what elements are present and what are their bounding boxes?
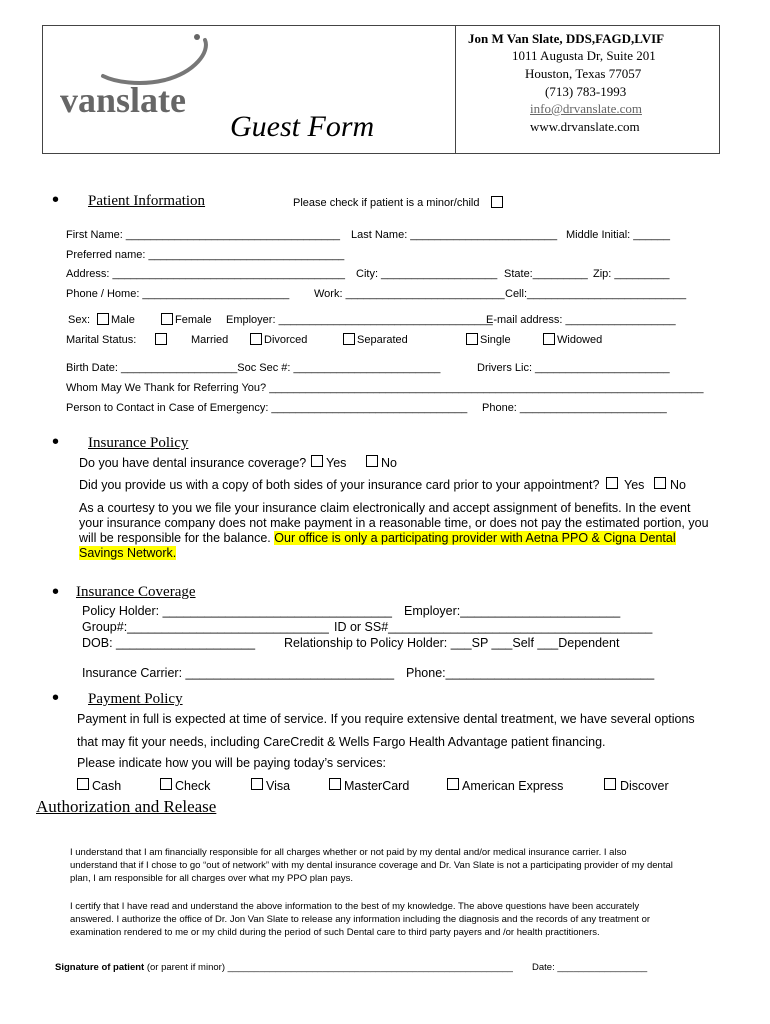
signature-line[interactable]	[55, 962, 513, 973]
auth-p1-line-2: understand that if I chose to go “out of network” with my dental insurance coverage and Dr. Van Slate is not a participating provider of my dental	[70, 860, 673, 871]
female-label: Female	[175, 314, 212, 326]
sex-label: Sex:	[68, 314, 91, 326]
emergency-contact-field[interactable]: Person to Contact in Case of Emergency: ________________________________	[66, 402, 468, 414]
cash-label: Cash	[92, 779, 122, 793]
married-label: Married	[191, 334, 229, 346]
divorced-label: Divorced	[264, 334, 308, 346]
city-field[interactable]: City: ___________________	[356, 268, 498, 280]
signature-field[interactable]: (or parent if minor) ______________________________________________________	[146, 962, 513, 973]
coverage-yes-label: Yes	[326, 456, 347, 470]
bullet: •	[52, 189, 60, 211]
visa-label: Visa	[266, 779, 291, 793]
female-checkbox[interactable]	[161, 313, 173, 325]
payment-text-line-2: that may fit your needs, including CareCredit & Wells Fargo Health Advantage patient financing.	[77, 735, 606, 749]
practice-name: Jon M Van Slate, DDS,FAGD,LVIF	[468, 31, 665, 46]
patient-heading: Patient Information	[88, 193, 206, 209]
state-field[interactable]: State:_________	[504, 268, 588, 280]
courtesy-text-line-4	[79, 546, 176, 560]
dental-coverage-question: Do you have dental insurance coverage?	[79, 456, 307, 470]
carrier-phone-field[interactable]: Phone:______________________________	[406, 666, 655, 680]
preferred-name-field[interactable]: Preferred name: ________________________________	[66, 249, 345, 261]
insurance-coverage-heading: Insurance Coverage	[76, 584, 196, 600]
marital-status-label: Marital Status:	[66, 334, 137, 346]
signature-date-field[interactable]: Date: _________________	[532, 962, 648, 973]
authorization-paragraph-1	[70, 846, 673, 885]
email-link[interactable]: info@drvanslate.com	[530, 101, 642, 116]
auth-p2-line-2: answered. I authorize the office of Dr. Jon Van Slate to release any information including the diagnosis and the records of any treatment or	[70, 914, 651, 925]
logo-text: vanslate	[60, 80, 186, 120]
minor-checkbox[interactable]	[491, 196, 503, 208]
header-divider	[455, 25, 456, 153]
holder-dob-field[interactable]: DOB: ____________________	[82, 636, 256, 650]
widowed-label: Widowed	[557, 334, 603, 346]
middle-initial-field[interactable]: Middle Initial: ______	[566, 229, 670, 241]
phone-number: (713) 783-1993	[545, 84, 627, 99]
mastercard-checkbox[interactable]	[329, 778, 341, 790]
minor-check-label: Please check if patient is a minor/child	[293, 197, 480, 209]
website: www.drvanslate.com	[530, 119, 640, 134]
american-express-label: American Express	[462, 779, 564, 793]
check-label: Check	[175, 779, 211, 793]
email-address-field[interactable]: E-mail address: __________________	[486, 314, 676, 326]
signature-label: Signature of patient	[55, 962, 145, 973]
work-phone-field[interactable]: Work: __________________________	[314, 288, 505, 300]
zip-field[interactable]: Zip: _________	[593, 268, 670, 280]
participating-provider-highlight-cont: Savings Network.	[79, 546, 177, 560]
card-no-checkbox[interactable]	[654, 477, 666, 489]
address-line-1: 1011 Augusta Dr, Suite 201	[512, 48, 656, 63]
insurance-card-question: Did you provide us with a copy of both sides of your insurance card prior to your appointment?	[79, 478, 600, 492]
coverage-no-label: No	[381, 456, 397, 470]
check-checkbox[interactable]	[160, 778, 172, 790]
mastercard-label: MasterCard	[344, 779, 410, 793]
discover-checkbox[interactable]	[604, 778, 616, 790]
courtesy-text-line-3	[79, 531, 676, 545]
male-label: Male	[111, 314, 135, 326]
last-name-field[interactable]: Last Name: ________________________	[351, 229, 558, 241]
cash-checkbox[interactable]	[77, 778, 89, 790]
address-line-2: Houston, Texas 77057	[525, 66, 642, 81]
coverage-yes-checkbox[interactable]	[311, 455, 323, 467]
auth-p2-line-1: I certify that I have read and understand the above information to the best of my knowledge. The above questions have been accurately	[70, 901, 640, 912]
first-name-field[interactable]: First Name: ___________________________________	[66, 229, 341, 241]
payment-text-line-1: Payment in full is expected at time of service. If you require extensive dental treatment, we have several options	[77, 712, 695, 726]
male-checkbox[interactable]	[97, 313, 109, 325]
card-yes-label: Yes	[624, 478, 645, 492]
address-field[interactable]: Address: ______________________________________	[66, 268, 345, 280]
separated-checkbox[interactable]	[343, 333, 355, 345]
bullet: •	[52, 431, 60, 453]
payment-policy-heading: Payment Policy	[88, 691, 183, 707]
visa-checkbox[interactable]	[251, 778, 263, 790]
participating-provider-highlight: Our office is only a participating provider with Aetna PPO & Cigna Dental	[274, 531, 676, 545]
bullet: •	[52, 581, 60, 603]
policy-holder-field[interactable]: Policy Holder: _________________________________	[82, 604, 392, 618]
referral-field[interactable]: Whom May We Thank for Referring You? _______________________________________________________________________	[66, 382, 704, 394]
home-phone-field[interactable]: Phone / Home: ________________________	[66, 288, 290, 300]
card-yes-checkbox[interactable]	[606, 477, 618, 489]
courtesy-text-line-1: As a courtesy to you we file your insurance claim electronically and accept assignment of benefits. In the event	[79, 501, 691, 515]
auth-p2-line-3: examination rendered to me or my child during the period of such Dental care to third party payers and /or health practitioners.	[70, 927, 600, 938]
card-no-label: No	[670, 478, 686, 492]
holder-employer-field[interactable]: Employer:_______________________	[404, 604, 621, 618]
birth-ssn-field[interactable]: Birth Date: ___________________Soc Sec #: ________________________	[66, 362, 441, 374]
courtesy-text-balance: will be responsible for the balance.	[79, 531, 271, 545]
id-ssn-field[interactable]: ID or SS#______________________________________	[334, 620, 653, 634]
emergency-phone-field[interactable]: Phone: ________________________	[482, 402, 667, 414]
payment-text-line-3: Please indicate how you will be paying today’s services:	[77, 756, 386, 770]
cell-phone-field[interactable]: Cell:__________________________	[505, 288, 687, 300]
drivers-license-field[interactable]: Drivers Lic: ______________________	[477, 362, 670, 374]
discover-label: Discover	[620, 779, 669, 793]
logo	[55, 32, 215, 132]
bullet: •	[52, 687, 60, 709]
relationship-field[interactable]: Relationship to Policy Holder: ___SP ___Self ___Dependent	[284, 636, 620, 650]
employer-field[interactable]: Employer: ___________________________________	[226, 314, 493, 326]
separated-label: Separated	[357, 334, 408, 346]
form-title: Guest Form	[230, 110, 375, 143]
authorization-paragraph-2	[70, 900, 650, 939]
courtesy-text-line-2: your insurance company does not make payment in a reasonable time, or does not pay the estimated portion, you	[79, 516, 709, 530]
married-checkbox[interactable]	[155, 333, 167, 345]
group-number-field[interactable]: Group#:_____________________________	[82, 620, 329, 634]
divorced-checkbox[interactable]	[250, 333, 262, 345]
auth-p1-line-3: plan, I am responsible for all charges over what my PPO plan pays.	[70, 873, 354, 884]
american-express-checkbox[interactable]	[447, 778, 459, 790]
insurance-policy-heading: Insurance Policy	[88, 435, 189, 451]
single-checkbox[interactable]	[466, 333, 478, 345]
widowed-checkbox[interactable]	[543, 333, 555, 345]
insurance-carrier-field[interactable]: Insurance Carrier: ______________________________	[82, 666, 395, 680]
single-label: Single	[480, 334, 511, 346]
authorization-heading: Authorization and Release	[36, 797, 217, 816]
coverage-no-checkbox[interactable]	[366, 455, 378, 467]
auth-p1-line-1: I understand that I am financially responsible for all charges whether or not paid by my dental and/or medical insurance carrier. I also	[70, 847, 627, 858]
